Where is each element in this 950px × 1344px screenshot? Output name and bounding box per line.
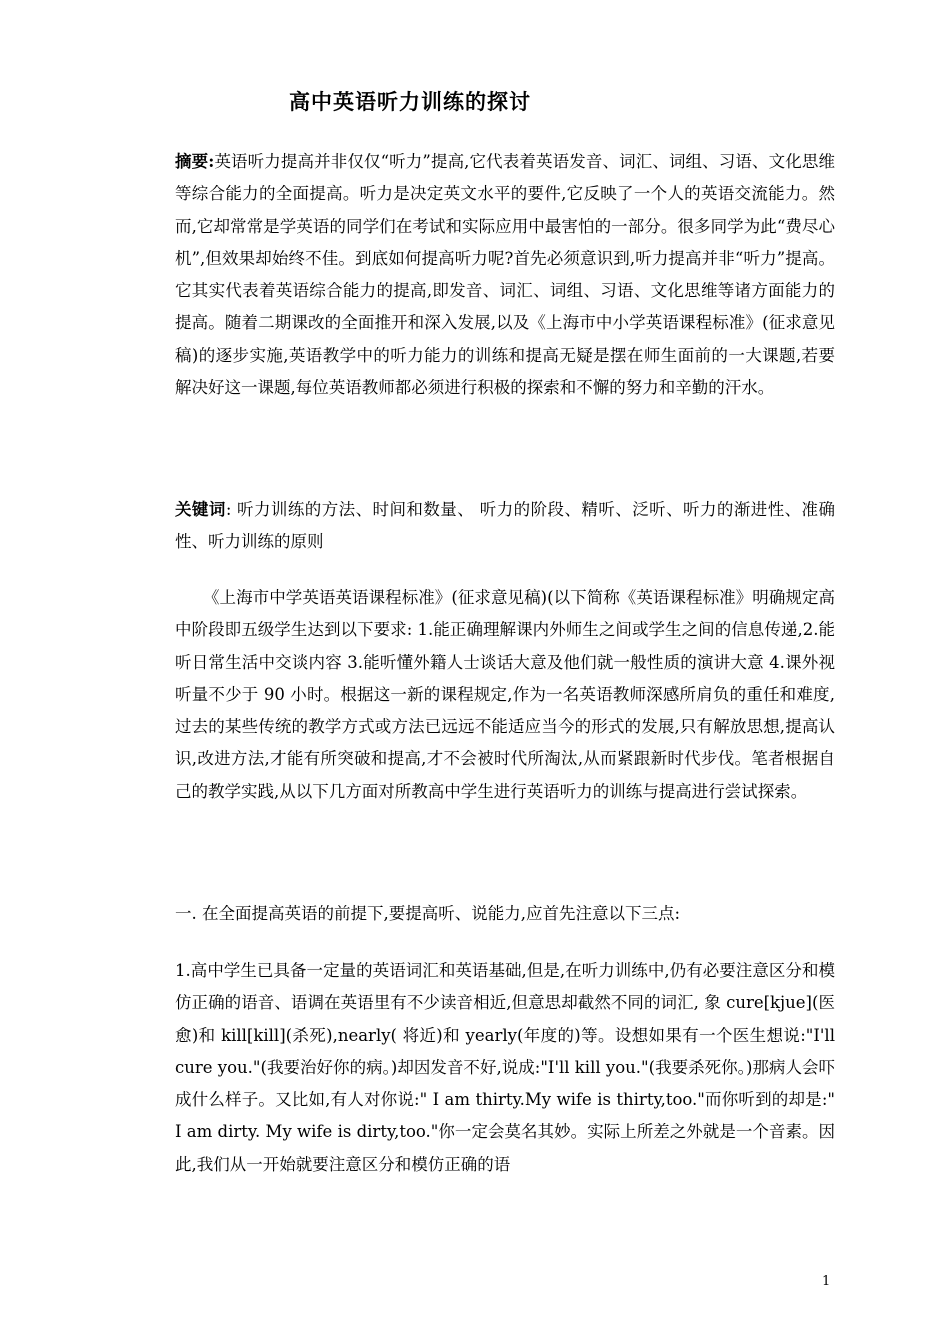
page-number: 1 bbox=[822, 1274, 831, 1289]
keywords-paragraph bbox=[175, 494, 835, 559]
keywords-label: 关键词 bbox=[175, 500, 226, 519]
abstract-label: 摘要: bbox=[175, 152, 215, 171]
keywords-text: : 听力训练的方法、时间和数量、 听力的阶段、精听、泛听、听力的渐进性、准确性、听力训练的原则 bbox=[175, 500, 835, 552]
document-title: 高中英语听力训练的探讨 bbox=[289, 89, 531, 114]
point-one-paragraph: 1.高中学生已具备一定量的英语词汇和英语基础,但是,在听力训练中,仍有必要注意区分和模仿正确的语音、语调在英语里有不少读音相近,但意思却截然不同的词汇, 象 cure[kjue](医愈)和 kill[kill](杀死),nearly( 将近)和 yearly(年度的)等。设想如果有一个医生想说:"I'll cure you."(我要治好你的病。)却因发音不好,说成:"I'll kill you."(我要杀死你。)那病人会吓成什么样子。又比如,有人对你说:" I am thirty.My wife is thirty,too."而你听到的却是:" I am dirty. My wife is dirty,too."你一定会莫名其妙。实际上所差之外就是一个音素。因此,我们从一开始就要注意区分和模仿正确的语 bbox=[175, 961, 835, 1174]
abstract-paragraph bbox=[175, 146, 835, 404]
section-heading-one: 一. 在全面提高英语的前提下,要提高听、说能力,应首先注意以下三点: bbox=[175, 904, 681, 923]
intro-paragraph: 《上海市中学英语英语课程标准》(征求意见稿)(以下简称《英语课程标准》明确规定高中阶段即五级学生达到以下要求: 1.能正确理解课内外师生之间或学生之间的信息传递,2.能听日常生活中交谈内容 3.能听懂外籍人士谈话大意及他们就一般性质的演讲大意 4.课外视听量不少于 90 小时。根据这一新的课程规定,作为一名英语教师深感所肩负的重任和难度,过去的某些传统的教学方式或方法已远远不能适应当今的形式的发展,只有解放思想,提高认识,改进方法,才能有所突破和提高,才不会被时代所淘汰,从而紧跟新时代步伐。笔者根据自己的教学实践,从以下几方面对所教高中学生进行英语听力的训练与提高进行尝试探索。 bbox=[175, 588, 835, 801]
abstract-text: 英语听力提高并非仅仅“听力”提高,它代表着英语发音、词汇、词组、习语、文化思维等综合能力的全面提高。听力是决定英文水平的要件,它反映了一个人的英语交流能力。然而,它却常常是学英语的同学们在考试和实际应用中最害怕的一部分。很多同学为此“费尽心机”,但效果却始终不佳。到底如何提高听力呢?首先必须意识到,听力提高并非“听力”提高。它其实代表着英语综合能力的提高,即发音、词汇、词组、习语、文化思维等诸方面能力的提高。随着二期课改的全面推开和深入发展,以及《上海市中小学英语课程标准》(征求意见稿)的逐步实施,英语教学中的听力能力的训练和提高无疑是摆在师生面前的一大课题,若要解决好这一课题,每位英语教师都必须进行积极的探索和不懈的努力和辛勤的汗水。 bbox=[175, 152, 835, 398]
